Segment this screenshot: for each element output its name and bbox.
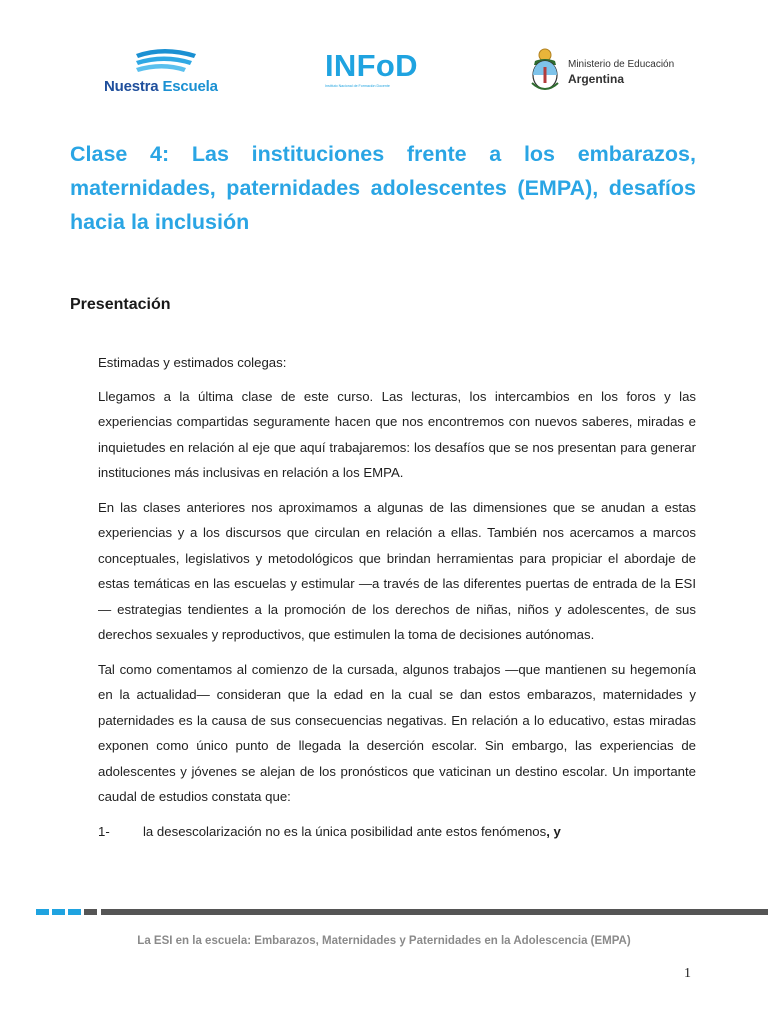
paragraph: En las clases anteriores nos aproximamos a algunas de las dimensiones que se anudan a estas experiencias y a los discursos que circulan en relación a ellas. También nos acercamos a marcos conceptuales, legislativos y metodológicos que brindan herramientas para propiciar el abordaje de estas temáticas en las escuelas y estimular —a través de las diferentes puertas de entrada de la ESI— estrategias tendientes a la promoción de los derechos de niñas, niños y adolescentes, de sus derechos sexuales y reproductivos, que estimulen la toma de decisiones autónomas.: [98, 499, 696, 642]
list-item-body: la desescolarización no es la única posibilidad ante estos fenómenos: [143, 823, 547, 839]
ministerio-line2: Argentina: [568, 72, 625, 86]
header-logos: [0, 40, 768, 110]
infod-logo-subtitle: Instituto Nacional de Formación Docente: [325, 84, 390, 88]
ministerio-logo: [528, 47, 698, 97]
page-number: 1: [684, 966, 691, 981]
logo-escuela-text: Escuela: [162, 78, 218, 95]
paragraph-greeting: Estimadas y estimados colegas:: [98, 355, 287, 370]
nuestra-escuela-wave-icon: [134, 46, 198, 76]
footer-text: La ESI en la escuela: Embarazos, Maternidades y Paternidades en la Adolescencia (EMPA): [137, 935, 631, 947]
paragraph: Llegamos a la última clase de este curso. Las lecturas, los intercambios en los foros y las experiencias compartidas seguramente hacen que nos encontremos con nuevos saberes, miradas e inquietudes en relación al eje que aquí trabajaremos: los desafíos que se nos presentan para generar instituciones más inclusivas en relación a los EMPA.: [98, 388, 696, 480]
body-text: [98, 350, 696, 844]
footer-bar-segment: [68, 909, 81, 915]
section-heading: Presentación: [70, 296, 171, 313]
footer-bar-line: [101, 909, 768, 915]
footer-divider: [36, 909, 768, 915]
infod-logo: [325, 50, 435, 100]
infod-logo-text: INFoD: [325, 48, 418, 83]
coat-of-arms-icon: [528, 47, 562, 93]
logo-nuestra-text: Nuestra: [104, 78, 159, 95]
list-item-text: [143, 819, 561, 844]
document-title: Clase 4: Las instituciones frente a los embarazos, maternidades, paternidades adolescentes (EMPA), desafíos hacia la inclusión: [70, 142, 696, 234]
ministerio-line1: Ministerio de Educación: [568, 59, 675, 70]
list-item-number: 1-: [98, 823, 110, 839]
footer-bar-segment: [84, 909, 97, 915]
paragraph: Tal como comentamos al comienzo de la cursada, algunos trabajos —que mantienen su hegemonía en la actualidad— consideran que la edad en la cual se dan estos embarazos, maternidades y paternidades es la causa de sus consecuencias negativas. En relación a lo educativo, estas miradas exponen como único punto de llegada la deserción escolar. Sin embargo, las experiencias de adolescentes y jóvenes se alejan de los pronósticos que vaticinan un destino escolar. Un importante caudal de estudios constata que:: [98, 661, 696, 804]
nuestra-escuela-logo: [104, 44, 234, 100]
footer-bar-segment: [52, 909, 65, 915]
list-item-suffix: , y: [546, 823, 561, 839]
list-item: [98, 819, 696, 844]
footer-bar-segment: [36, 909, 49, 915]
